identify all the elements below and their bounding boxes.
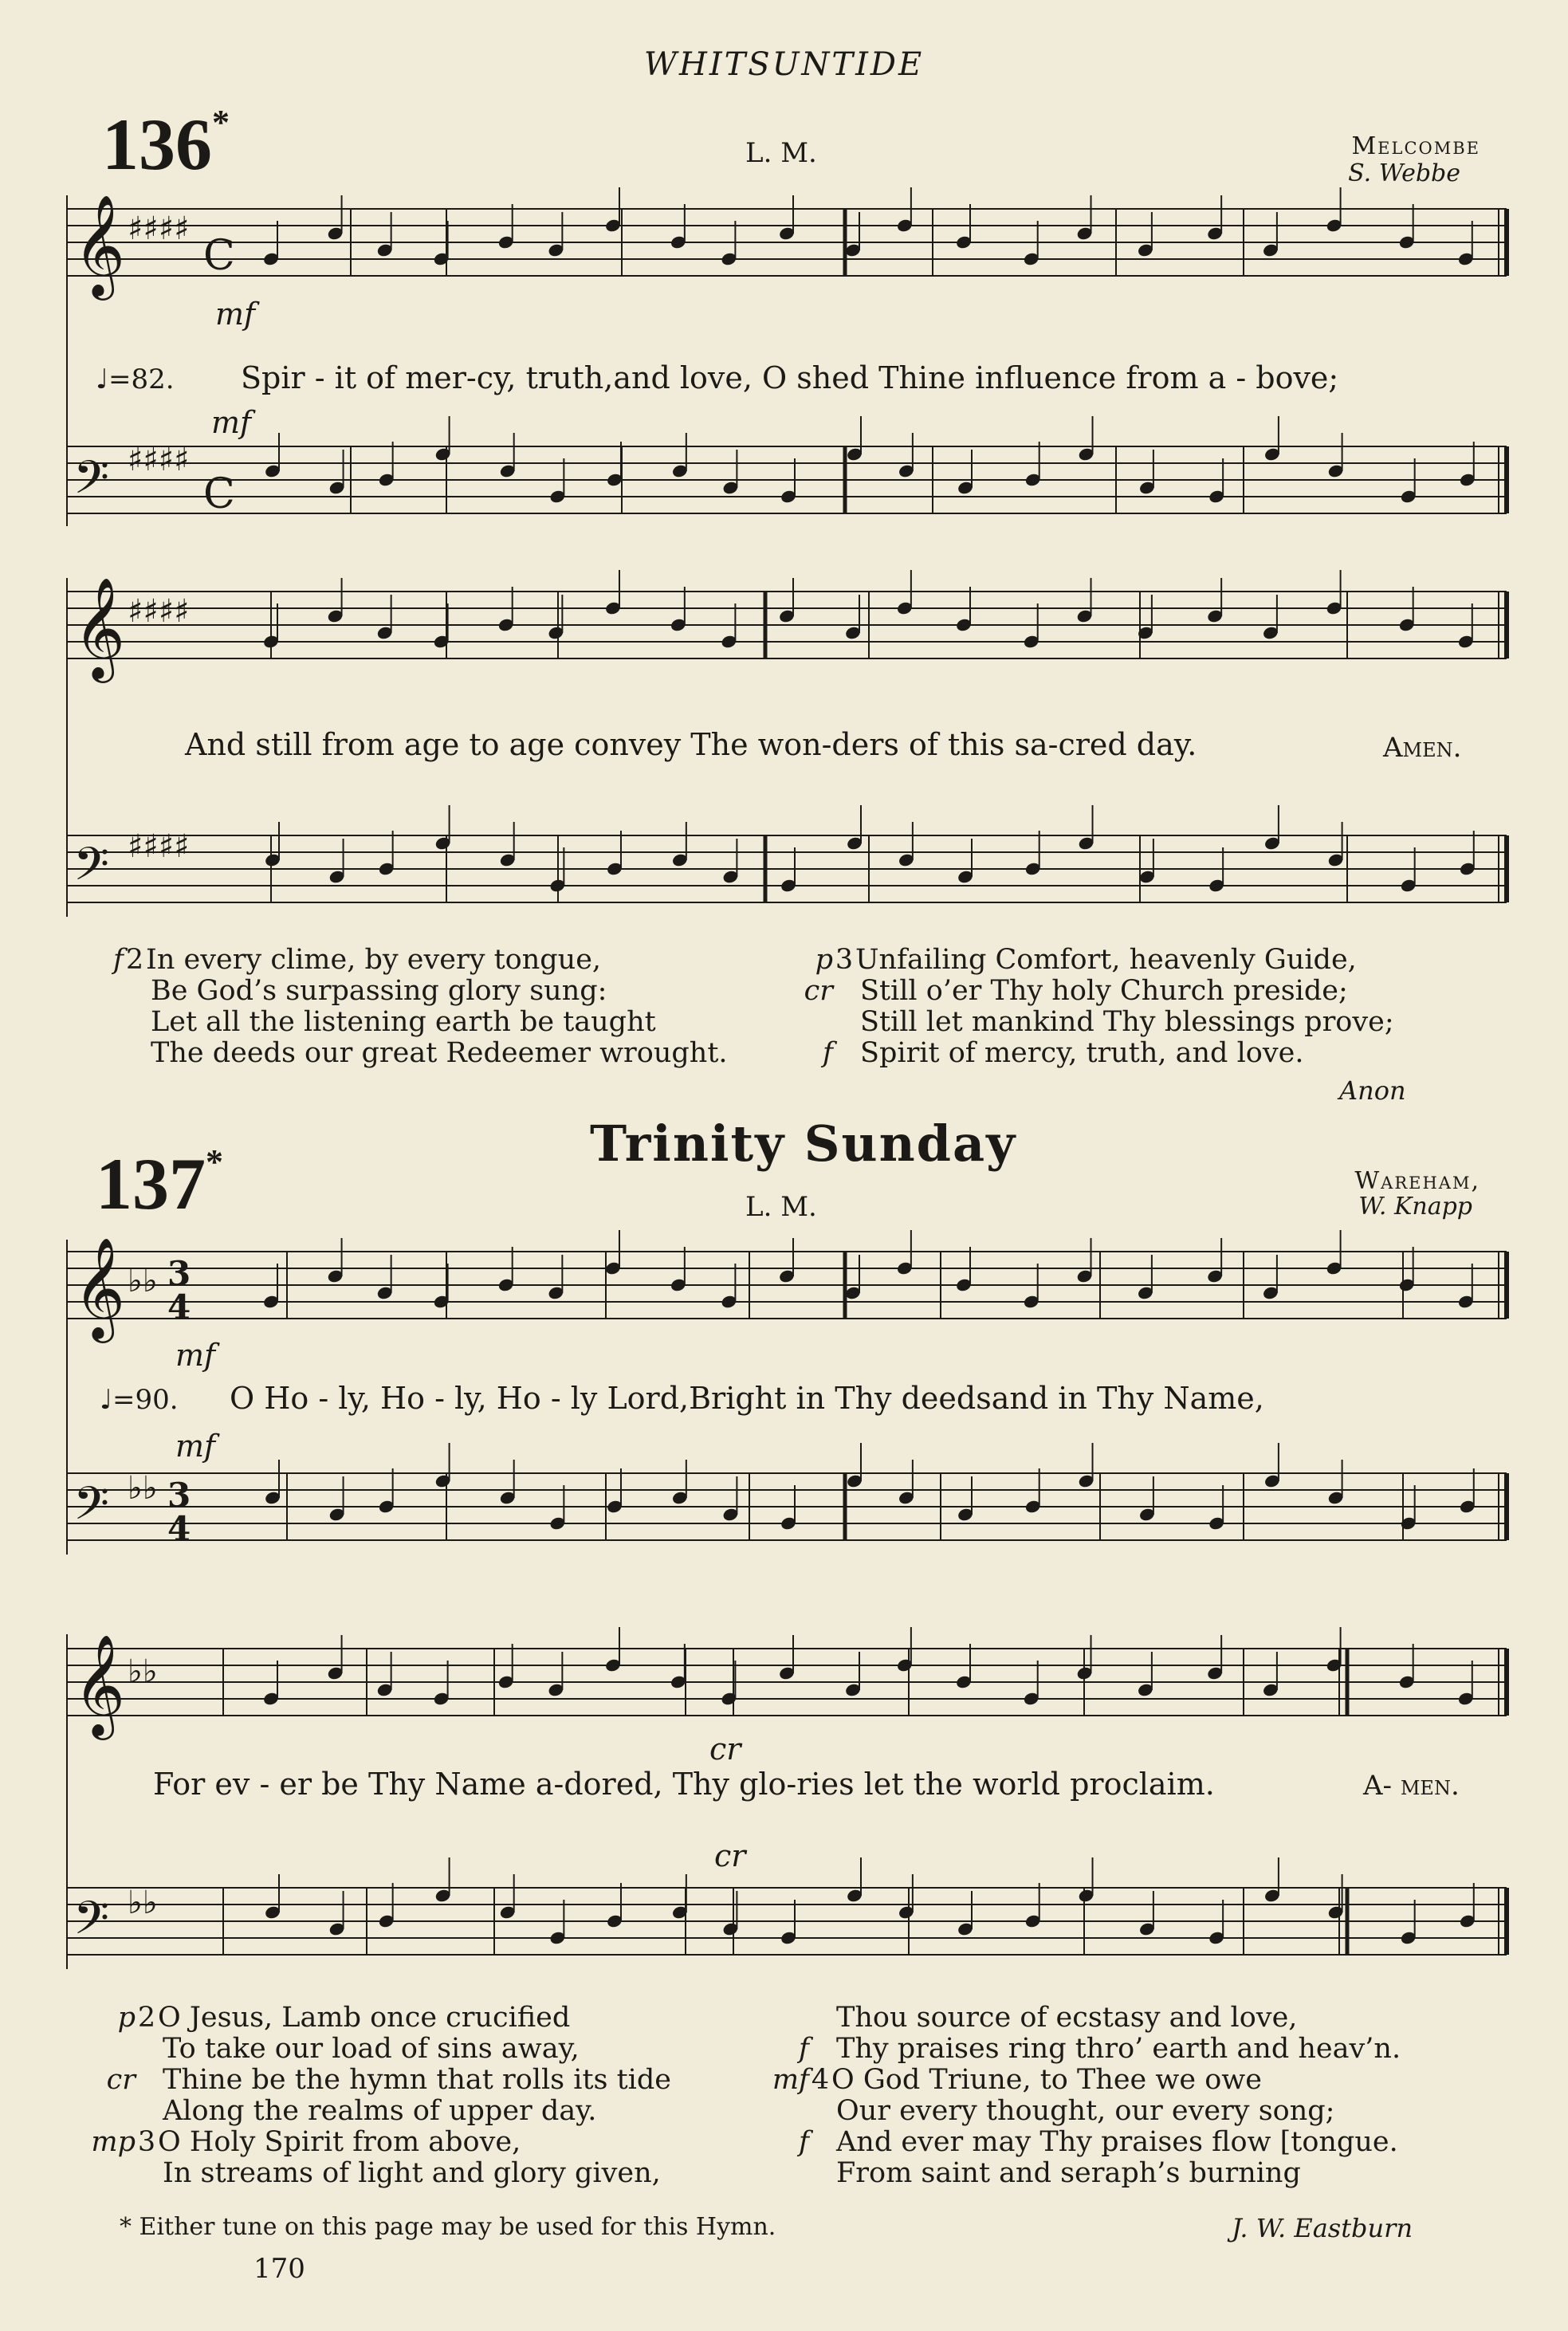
hymn-136-dynamic-bass: mf	[211, 405, 252, 440]
footnote: * Either tune on this page may be used for this Hymn.	[120, 2213, 776, 2241]
verse-text: Our every thought, our every song;	[836, 2095, 1335, 2127]
verse-text: Still o’er Thy holy Church preside;	[860, 975, 1348, 1007]
verse-dynamic-mark: f	[799, 2033, 809, 2065]
hymn-136-verses-right	[801, 945, 1519, 1069]
verse-text: O Jesus, Lamb once crucified	[158, 2002, 571, 2034]
verse-line	[64, 2158, 781, 2189]
hymn-136-lyrics-line1: Spir - it of mer-cy, truth,and love, O shed Thine influence from a - bove;	[241, 360, 1339, 395]
hymn-136-verses-left	[92, 945, 809, 1069]
hymn-137-author: J. W. Eastburn	[1232, 2213, 1413, 2243]
verse-text: And ever may Thy praises flow [tongue.	[836, 2126, 1398, 2158]
staff-137-1-treble	[67, 1252, 1507, 1319]
verse-text: O Holy Spirit from above,	[158, 2126, 521, 2158]
bass-clef-icon: 𝄢	[73, 450, 110, 516]
hymn-136-number: 136*	[102, 103, 230, 185]
hymn-137-number: 137*	[96, 1142, 223, 1224]
common-time: C	[203, 470, 235, 518]
verse-line	[801, 1007, 1519, 1038]
verse-line	[64, 2065, 781, 2096]
verse-line	[92, 1038, 809, 1069]
verse-text: Still let mankind Thy blessings prove;	[860, 1006, 1394, 1038]
verse-line	[761, 2158, 1519, 2189]
verse-dynamic-mark: p	[117, 2002, 136, 2034]
hymn-136-dynamic-treble: mf	[215, 297, 256, 332]
time-signature-top: 3	[167, 1254, 191, 1293]
key-signature-flats: ♭♭	[128, 1263, 158, 1299]
staff-137-1-bass	[67, 1473, 1507, 1540]
hymn-137-tempo: ♩=90.	[100, 1384, 179, 1416]
staff-136-1-bass	[67, 446, 1507, 513]
hymn-137-star: *	[206, 1142, 223, 1181]
time-signature-top: 3	[167, 1476, 191, 1515]
verse-dynamic-mark: mp	[91, 2126, 136, 2158]
verse-text: Thou source of ecstasy and love,	[836, 2002, 1298, 2034]
verse-text: The deeds our great Redeemer wrought.	[151, 1037, 728, 1069]
hymn-137-dynamic-bass: mf	[175, 1429, 216, 1464]
common-time: C	[203, 232, 235, 280]
time-signature-bottom: 4	[167, 1287, 191, 1327]
verse-line	[801, 976, 1519, 1007]
hymn-136-author: Anon	[1339, 1075, 1406, 1106]
verse-dynamic-mark: cr	[804, 975, 833, 1007]
hymn-137-lyrics-line2: For ev - er be Thy Name a-dored, Thy glo-ries let the world proclaim.	[153, 1767, 1215, 1802]
hymn-137-tune-name: Wareham,	[1354, 1167, 1480, 1195]
verse-text: Be God’s surpassing glory sung:	[151, 975, 607, 1007]
staff-136-1-treble	[67, 209, 1507, 276]
bass-clef-icon: 𝄢	[73, 1891, 110, 1956]
verse-dynamic-mark: f	[823, 1037, 833, 1069]
hymn-136-tempo: ♩=82.	[96, 364, 175, 395]
verse-line	[92, 945, 809, 976]
hymn-137-verses-right	[761, 2003, 1519, 2189]
key-signature-flats: ♭♭	[128, 1470, 158, 1507]
staff-137-2-treble	[67, 1649, 1507, 1716]
key-signature-sharps: ♯♯♯♯	[128, 442, 190, 478]
verse-line	[801, 945, 1519, 976]
verse-line	[761, 2034, 1519, 2065]
verse-line	[64, 2003, 781, 2034]
verse-text: In every clime, by every tongue,	[146, 944, 602, 976]
section-title: Trinity Sunday	[590, 1114, 1017, 1173]
bass-clef-icon: 𝄢	[73, 837, 110, 902]
verse-dynamic-mark: p	[815, 944, 833, 976]
verse-line	[761, 2096, 1519, 2127]
treble-clef-icon: 𝄞	[73, 194, 126, 296]
verse-text: Thine be the hymn that rolls its tide	[163, 2064, 671, 2096]
treble-clef-icon: 𝄞	[73, 576, 126, 678]
hymn-136-composer: S. Webbe	[1348, 159, 1460, 187]
verse-text: Unfailing Comfort, heavenly Guide,	[855, 944, 1357, 976]
hymn-137-dynamic-treble: mf	[175, 1338, 216, 1373]
verse-line	[64, 2034, 781, 2065]
hymn-137-cr-mark-bass: cr	[714, 1838, 746, 1873]
verse-line	[64, 2127, 781, 2158]
verse-line	[64, 2096, 781, 2127]
verse-text: Thy praises ring thro’ earth and heav’n.	[836, 2033, 1401, 2065]
page-header: WHITSUNTIDE	[643, 46, 925, 83]
verse-text: In streams of light and glory given,	[163, 2157, 661, 2189]
verse-text: Along the realms of upper day.	[163, 2095, 597, 2127]
verse-line	[761, 2003, 1519, 2034]
key-signature-sharps: ♯♯♯♯	[128, 828, 190, 865]
verse-line	[92, 1007, 809, 1038]
hymn-137-verses-left	[64, 2003, 781, 2189]
key-signature-flats: ♭♭	[128, 1885, 158, 1921]
treble-clef-icon: 𝄞	[73, 1633, 126, 1735]
key-signature-sharps: ♯♯♯♯	[128, 593, 190, 630]
hymn-136-lyrics-line2: And still from age to age convey The won-ders of this sa-cred day.	[185, 727, 1197, 762]
hymn-136-tune-name: Melcombe	[1351, 132, 1480, 160]
verse-text: O God Triune, to Thee we owe	[831, 2064, 1262, 2096]
verse-dynamic-mark: f	[113, 944, 124, 976]
verse-line	[761, 2127, 1519, 2158]
page-number: 170	[253, 2253, 305, 2285]
verse-line	[801, 1038, 1519, 1069]
hymn-136-star: *	[212, 103, 230, 142]
hymn-137-cr-mark: cr	[709, 1732, 741, 1767]
verse-line	[92, 976, 809, 1007]
verse-text: From saint and seraph’s burning	[836, 2157, 1301, 2189]
staff-136-2-bass	[67, 835, 1507, 902]
verse-number: 3	[835, 944, 854, 976]
verse-number: 3	[137, 2126, 156, 2158]
hymn-136-amen: Amen.	[1383, 732, 1462, 764]
verse-dynamic-mark: cr	[106, 2064, 136, 2096]
hymn-137-meter: L. M.	[745, 1191, 817, 1223]
staff-136-2-treble	[67, 592, 1507, 658]
verse-text: Let all the listening earth be taught	[151, 1006, 656, 1038]
staff-137-2-bass	[67, 1888, 1507, 1955]
verse-number: 2	[137, 2002, 156, 2034]
bass-clef-icon: 𝄢	[73, 1476, 110, 1542]
verse-number: 2	[125, 944, 144, 976]
key-signature-flats: ♭♭	[128, 1653, 158, 1690]
hymn-136-meter: L. M.	[745, 137, 817, 169]
time-signature-bottom: 4	[167, 1509, 191, 1548]
hymn-137-lyrics-line1: O Ho - ly, Ho - ly, Ho - ly Lord,Bright in Thy deedsand in Thy Name,	[230, 1381, 1264, 1416]
verse-text: To take our load of sins away,	[163, 2033, 580, 2065]
hymn-137-amen: A- men.	[1363, 1770, 1460, 1802]
verse-line	[761, 2065, 1519, 2096]
verse-dynamic-mark: f	[799, 2126, 809, 2158]
verse-dynamic-mark: mf	[772, 2064, 809, 2096]
verse-text: Spirit of mercy, truth, and love.	[860, 1037, 1304, 1069]
treble-clef-icon: 𝄞	[73, 1236, 126, 1338]
verse-number: 4	[811, 2064, 830, 2096]
hymn-137-composer: W. Knapp	[1358, 1193, 1472, 1221]
key-signature-sharps: ♯♯♯♯	[128, 210, 190, 247]
